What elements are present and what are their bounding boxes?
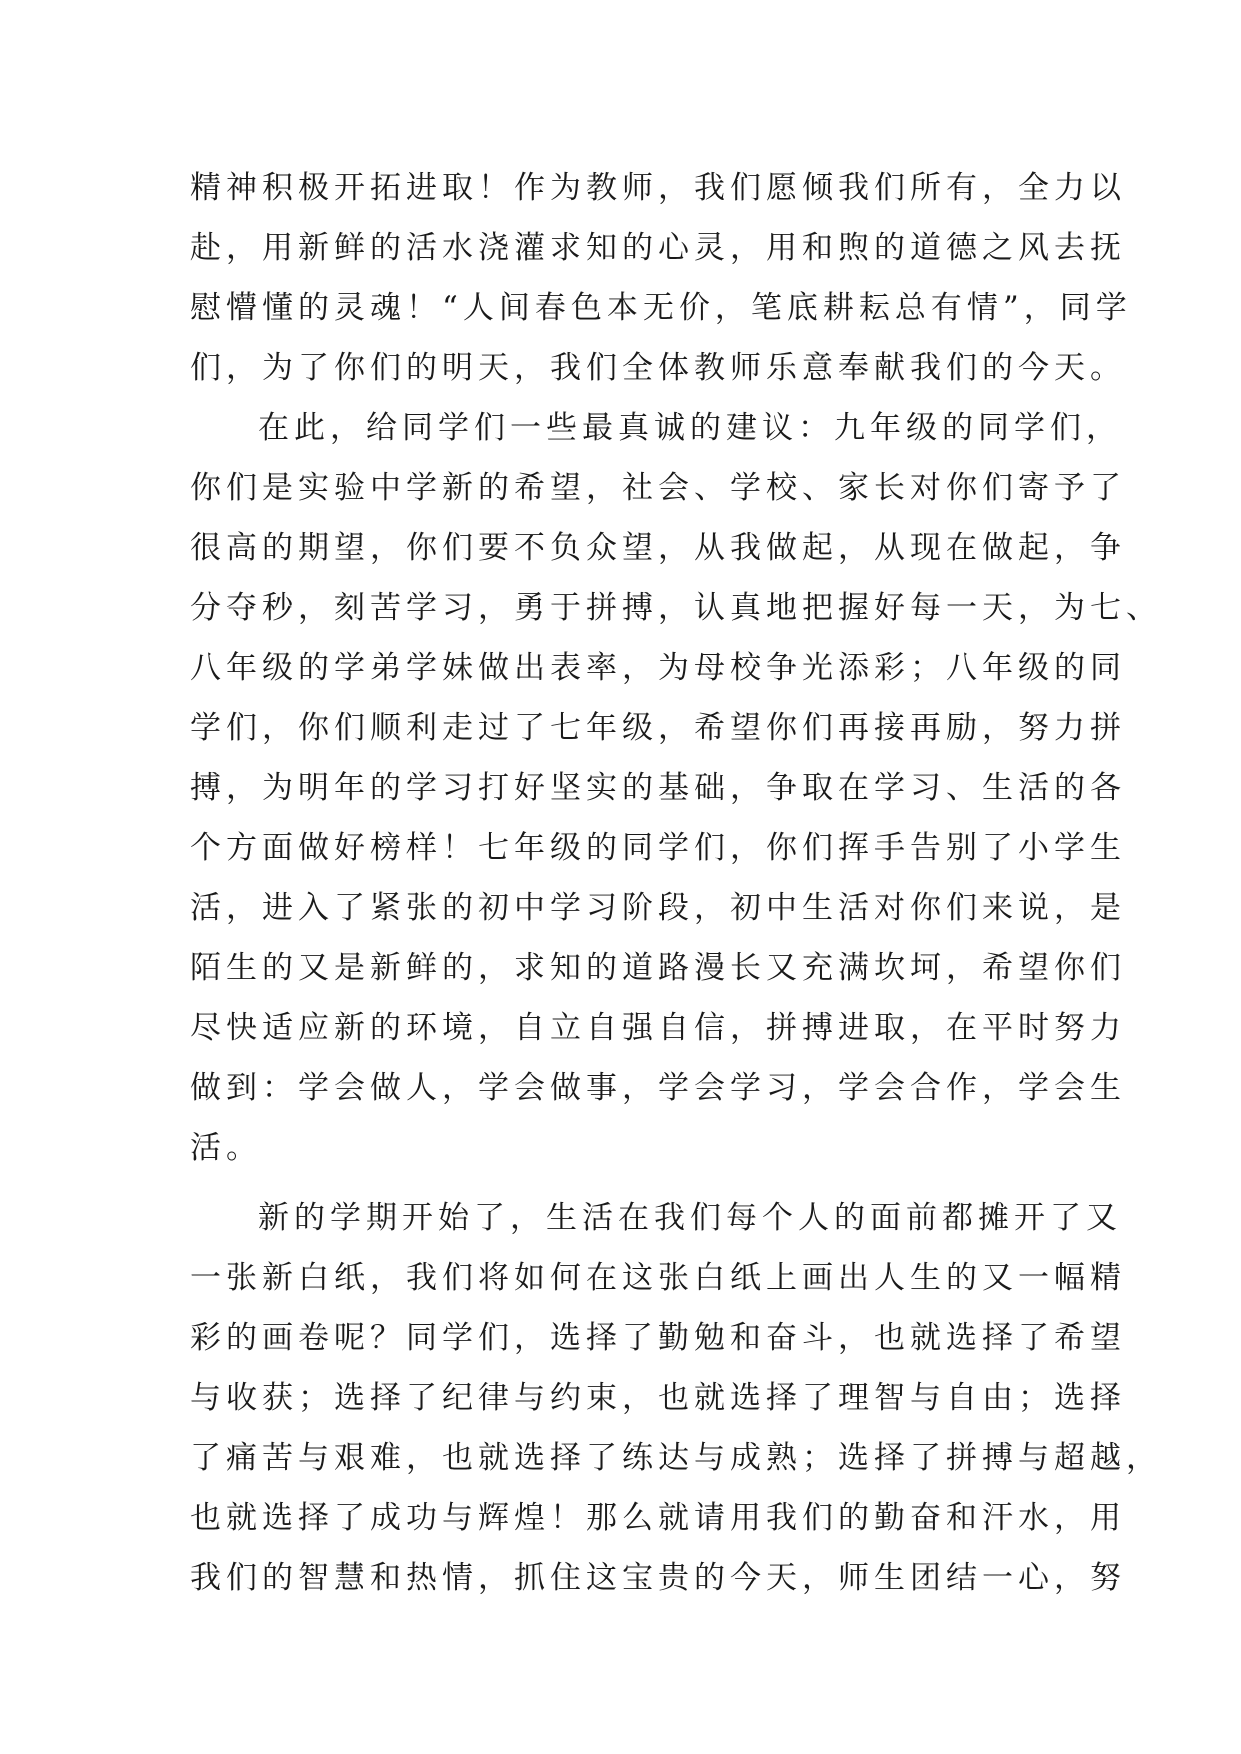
- text-line: 我们的智慧和热情，抓住这宝贵的今天，师生团结一心，努: [190, 1560, 1126, 1596]
- paragraph-1: [190, 158, 1132, 398]
- text-line: 赴，用新鲜的活水浇灌求知的心灵，用和煦的道德之风去抚: [190, 230, 1126, 266]
- paragraph-2: [190, 398, 1162, 1178]
- document-body: [190, 158, 1162, 1608]
- text-line: 你们是实验中学新的希望，社会、学校、家长对你们寄予了: [190, 470, 1126, 506]
- text-line: 们，为了你们的明天，我们全体教师乐意奉献我们的今天。: [190, 350, 1126, 386]
- text-line: 八年级的学弟学妹做出表率，为母校争光添彩；八年级的同: [190, 650, 1126, 686]
- text-line: 尽快适应新的环境，自立自强自信，拼搏进取，在平时努力: [190, 1010, 1126, 1046]
- text-line: 彩的画卷呢？同学们，选择了勤勉和奋斗，也就选择了希望: [190, 1320, 1126, 1356]
- text-line: 与收获；选择了纪律与约束，也就选择了理智与自由；选择: [190, 1380, 1126, 1416]
- text-line: 搏，为明年的学习打好坚实的基础，争取在学习、生活的各: [190, 770, 1126, 806]
- text-line: 活，进入了紧张的初中学习阶段，初中生活对你们来说，是: [190, 890, 1126, 926]
- text-line: 做到：学会做人，学会做事，学会学习，学会合作，学会生: [190, 1070, 1126, 1106]
- text-line: 学们，你们顺利走过了七年级，希望你们再接再励，努力拼: [190, 710, 1126, 746]
- text-line: 很高的期望，你们要不负众望，从我做起，从现在做起，争: [190, 530, 1126, 566]
- text-line: 活。: [190, 1130, 262, 1166]
- text-line: 精神积极开拓进取！作为教师，我们愿倾我们所有，全力以: [190, 170, 1126, 206]
- text-line: 也就选择了成功与辉煌！那么就请用我们的勤奋和汗水，用: [190, 1500, 1126, 1536]
- text-line: 个方面做好榜样！七年级的同学们，你们挥手告别了小学生: [190, 830, 1126, 866]
- text-line: 新的学期开始了，生活在我们每个人的面前都摊开了又: [258, 1200, 1122, 1236]
- paragraph-3: [190, 1188, 1162, 1608]
- text-line: 了痛苦与艰难，也就选择了练达与成熟；选择了拼搏与超越，: [190, 1440, 1162, 1476]
- text-line: 一张新白纸，我们将如何在这张白纸上画出人生的又一幅精: [190, 1260, 1126, 1296]
- text-line: 慰懵懂的灵魂！“人间春色本无价，笔底耕耘总有情”，同学: [190, 290, 1132, 326]
- text-line: 分夺秒，刻苦学习，勇于拼搏，认真地把握好每一天，为七、: [190, 590, 1162, 626]
- text-line: 陌生的又是新鲜的，求知的道路漫长又充满坎坷，希望你们: [190, 950, 1126, 986]
- text-line: 在此，给同学们一些最真诚的建议：九年级的同学们，: [258, 410, 1122, 446]
